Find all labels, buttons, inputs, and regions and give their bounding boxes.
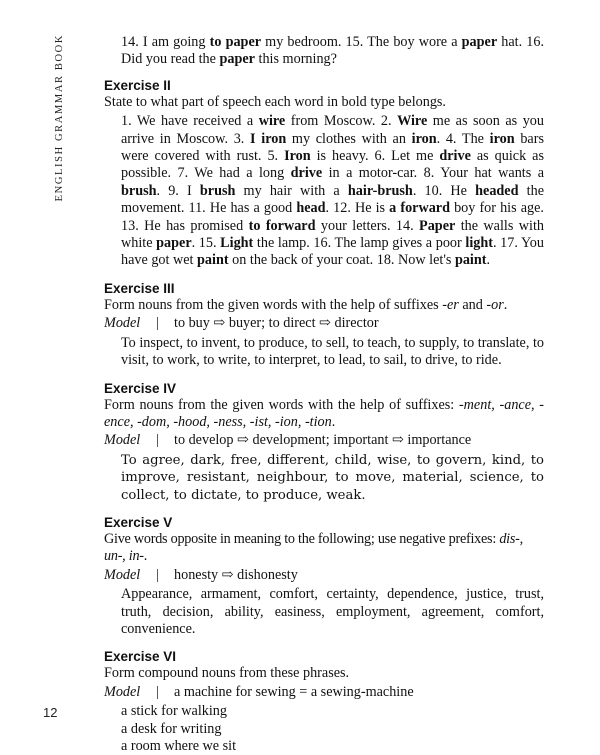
exercise-6-heading: Exercise VI <box>104 649 177 665</box>
exercise-5-heading: Exercise V <box>104 514 173 530</box>
model-separator: | <box>156 683 159 700</box>
exercise-6-list <box>104 703 544 755</box>
exercise-2-heading: Exercise II <box>104 77 171 93</box>
model-example: honesty ⇨ dishonesty <box>174 566 298 583</box>
list-item: a room where we sit <box>121 738 237 754</box>
list-item: a stick for walking <box>121 703 227 720</box>
model-example: a machine for sewing = a sewing-machine <box>174 683 414 700</box>
model-separator: | <box>156 315 159 332</box>
book-title-vertical: ENGLISH GRAMMAR BOOK <box>54 34 65 202</box>
model-label: Model <box>104 315 141 332</box>
exercise-1-continuation: 14. I am going to paper my bedroom. 15. The boy wore a paper hat. 16. Did you read the paper this morning? <box>121 34 544 68</box>
exercise-5-body: Appearance, armament, comfort, certainty, dependence, justice, trust, truth, decision, ability, easiness, employment, agreement, comfort, convenience. <box>121 586 544 637</box>
exercise-3-heading: Exercise III <box>104 280 175 296</box>
model-separator: | <box>156 566 159 583</box>
model-example: to buy ⇨ buyer; to direct ⇨ director <box>174 315 379 332</box>
model-label: Model <box>104 683 141 700</box>
list-item: a desk for writing <box>121 720 222 737</box>
exercise-2-instruction: State to what part of speech each word in bold type belongs. <box>104 93 446 110</box>
exercise-6-instruction: Form compound nouns from these phrases. <box>104 665 350 682</box>
exercise-6-model <box>104 684 544 701</box>
exercise-2-body: 1. We have received a wire from Moscow. 2. Wire me as soon as you arrive in Moscow. 3. I iron my clothes with an iron. 4. The iron bars were covered with rust. 5. Iron is heavy. 6. Let me drive as quick as possible. 7. We had a long drive in a motor-car. 8. Your hat wants a brush. 9. I brush my hair with a hair-brush. 10. He headed the movement. 11. He has a good head. 12. He is a forward boy for his age. 13. He has promised to forward your letters. 14. Paper the walls with white paper. 15. Light the lamp. 16. The lamp gives a poor light. 17. You have got wet paint on the back of your coat. 18. Now let's paint. <box>121 113 545 269</box>
exercise-4-model <box>104 432 544 449</box>
exercise-5-model <box>104 567 544 584</box>
page-number: 12 <box>43 705 58 720</box>
exercise-3-model <box>104 315 544 332</box>
exercise-3-body: To inspect, to invent, to produce, to sell, to teach, to supply, to translate, to visit, to work, to write, to interpret, to lead, to sail, to drive, to ride. <box>121 334 544 369</box>
exercise-4-body: To agree, dark, free, different, child, wise, to govern, kind, to improve, resistant, neighbour, to move, material, science, to collect, to dictate, to produce, weak. <box>121 452 544 503</box>
exercise-5-instruction: Give words opposite in meaning to the following; use negative prefixes: dis-, un-, in-. <box>104 530 523 565</box>
model-label: Model <box>104 432 141 449</box>
exercise-4-heading: Exercise IV <box>104 380 177 396</box>
page-content <box>104 34 544 755</box>
model-separator: | <box>156 432 159 449</box>
exercise-4-instruction: Form nouns from the given words with the help of suffixes: -ment, -ance, -ence, -dom, -hood, -ness, -ist, -ion, -tion. <box>104 396 544 430</box>
model-example: to develop ⇨ development; important ⇨ importance <box>174 432 472 449</box>
exercise-3-instruction: Form nouns from the given words with the help of suffixes -er and -or. <box>104 296 508 313</box>
model-label: Model <box>104 566 141 583</box>
